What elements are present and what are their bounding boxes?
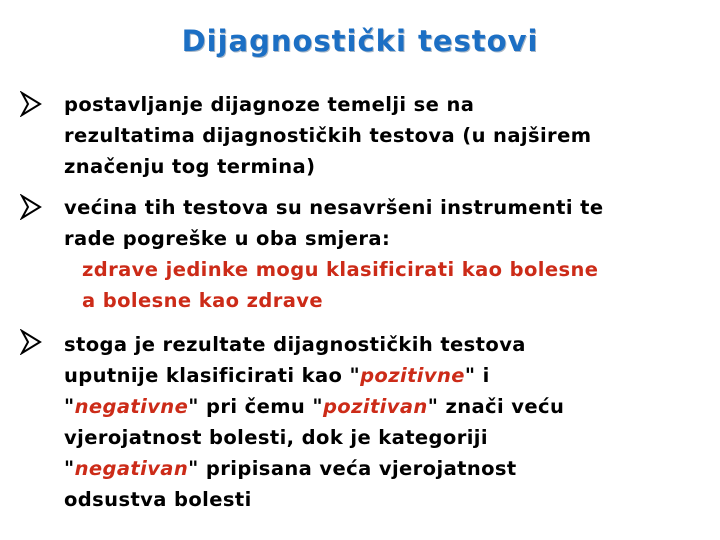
- text-run: ": [64, 395, 75, 418]
- bullet-text: [64, 192, 700, 316]
- bullet-line: [64, 360, 700, 391]
- term-pozitivan: pozitivan: [322, 395, 428, 418]
- term-negativan: negativan: [74, 457, 189, 480]
- bullet-line: rezultatima dijagnostičkih testova (u najširem: [64, 124, 592, 147]
- bullet-text: [64, 329, 700, 515]
- bullet-text: [64, 89, 700, 182]
- bullet-line: odsustva bolesti: [64, 488, 252, 511]
- arrowhead-bullet-icon: [20, 194, 42, 220]
- bullet-line: rade pogreške u oba smjera:: [64, 227, 391, 250]
- term-pozitivne: pozitivne: [360, 364, 465, 387]
- sub-line-misclassification: zdrave jedinke mogu klasificirati kao bolesne: [82, 258, 599, 281]
- bullet-line: [64, 453, 700, 484]
- arrowhead-bullet-icon: [20, 91, 42, 117]
- bullet-line: većina tih testova su nesavršeni instrumenti te: [64, 196, 604, 219]
- text-run: ": [64, 457, 75, 480]
- arrowhead-bullet-icon: [20, 329, 42, 355]
- term-negativne: negativne: [74, 395, 189, 418]
- text-run: " pripisana veća vjerojatnost: [188, 457, 517, 480]
- bullet-line: [64, 391, 700, 422]
- text-run: " i: [464, 364, 490, 387]
- bullet-line: stoga je rezultate dijagnostičkih testova: [64, 333, 526, 356]
- text-run: " pri čemu ": [188, 395, 323, 418]
- sub-line-misclassification: a bolesne kao zdrave: [82, 289, 324, 312]
- bullet-line: vjerojatnost bolesti, dok je kategoriji: [64, 426, 488, 449]
- slide-title: Dijagnostički testovi: [181, 24, 539, 58]
- bullet-line: postavljanje dijagnoze temelji se na: [64, 93, 475, 116]
- text-run: " znači veću: [427, 395, 565, 418]
- bullet-line: značenju tog termina): [64, 155, 316, 178]
- text-run: uputnije klasificirati kao ": [64, 364, 361, 387]
